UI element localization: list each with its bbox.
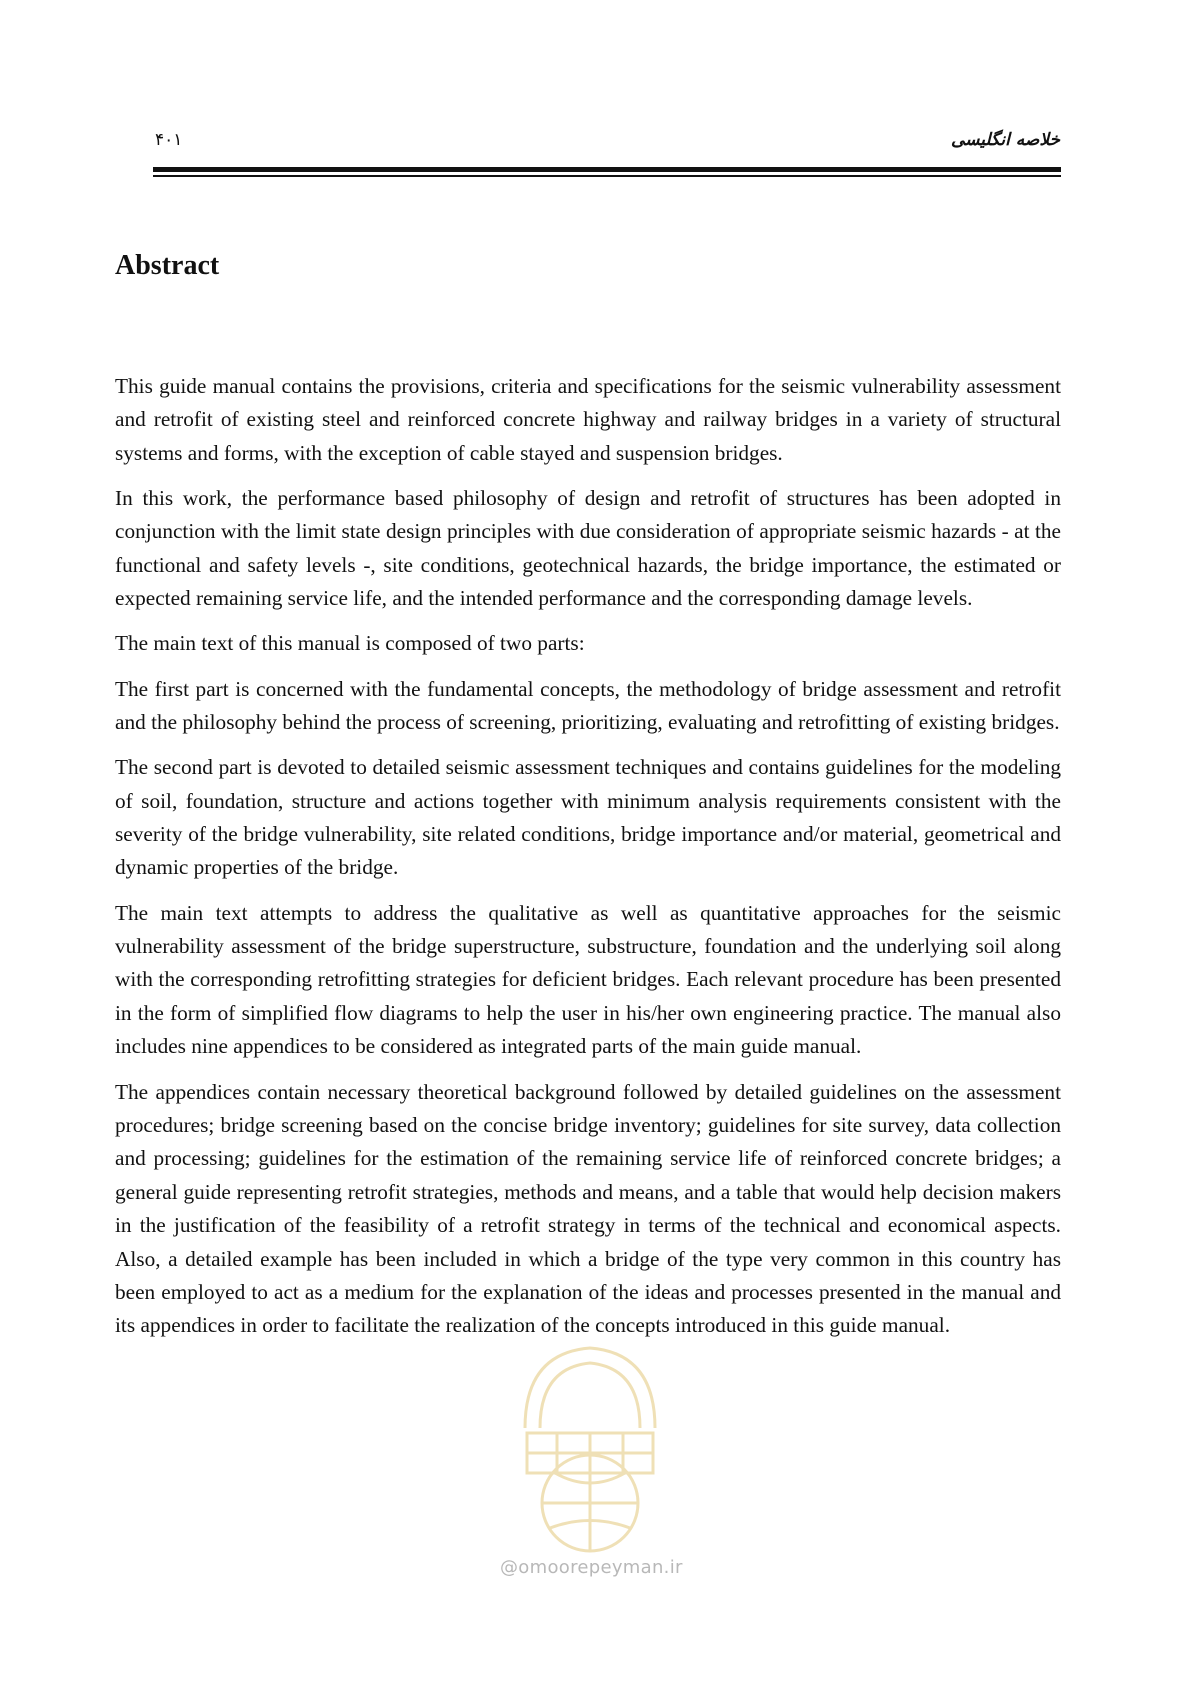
paragraph: The first part is concerned with the fundamental concepts, the methodology of bridge assessment and retrofit and the philosophy behind the process of screening, prioritizing, evaluating and retrofitting of existing bridges. (115, 676, 1061, 735)
watermark-seal-icon (505, 1333, 675, 1563)
paragraph: In this work, the performance based philosophy of design and retrofit of structures has been adopted in conjunction with the limit state design principles with due consideration of appropriate seismic hazards - at the functional and safety levels -, site conditions, geotechnical hazards, the bridge importance, the estimated or expected remaining service life, and the intended performance and the corresponding damage levels. (115, 486, 1061, 611)
abstract-body (115, 370, 1061, 1355)
section-heading: Abstract (115, 250, 220, 281)
paragraph: The main text of this manual is composed of two parts: (115, 631, 585, 656)
header-rule-thin (153, 175, 1061, 177)
running-title: خلاصه انگلیسی (950, 130, 1060, 150)
paragraph: The appendices contain necessary theoretical background followed by detailed guidelines on the assessment procedures; bridge screening based on the concise bridge inventory; guidelines for site survey, data collection and processing; guidelines for the estimation of the remaining service life of reinforced concrete bridges; a general guide representing retrofit strategies, methods and means, and a table that would help decision makers in the justification of the feasibility of a retrofit strategy in terms of the technical and economical aspects. Also, a detailed example has been included in which a bridge of the type very common in this country has been employed to act as a medium for the explanation of the ideas and processes presented in the manual and its appendices in order to facilitate the realization of the concepts introduced in this guide manual. (115, 1079, 1061, 1338)
paragraph: The main text attempts to address the qualitative as well as quantitative approaches for the seismic vulnerability assessment of the bridge superstructure, substructure, foundation and the underlying soil along with the corresponding retrofitting strategies for deficient bridges. Each relevant procedure has been presented in the form of simplified flow diagrams to help the user in his/her own engineering practice. The manual also includes nine appendices to be considered as integrated parts of the main guide manual. (115, 900, 1061, 1059)
paragraph: The second part is devoted to detailed seismic assessment techniques and contains guidelines for the modeling of soil, foundation, structure and actions together with minimum analysis requirements consistent with the severity of the bridge vulnerability, site related conditions, bridge importance and/or material, geometrical and dynamic properties of the bridge. (115, 755, 1061, 880)
paragraph: This guide manual contains the provisions, criteria and specifications for the seismic vulnerability assessment and retrofit of existing steel and reinforced concrete highway and railway bridges in a variety of structural systems and forms, with the exception of cable stayed and suspension bridges. (115, 374, 1061, 465)
page-header (155, 130, 1060, 160)
watermark-text: @omoorepeyman.ir (500, 1557, 683, 1578)
page-number: ۴۰۱ (155, 130, 183, 150)
header-rule-thick (153, 167, 1061, 172)
